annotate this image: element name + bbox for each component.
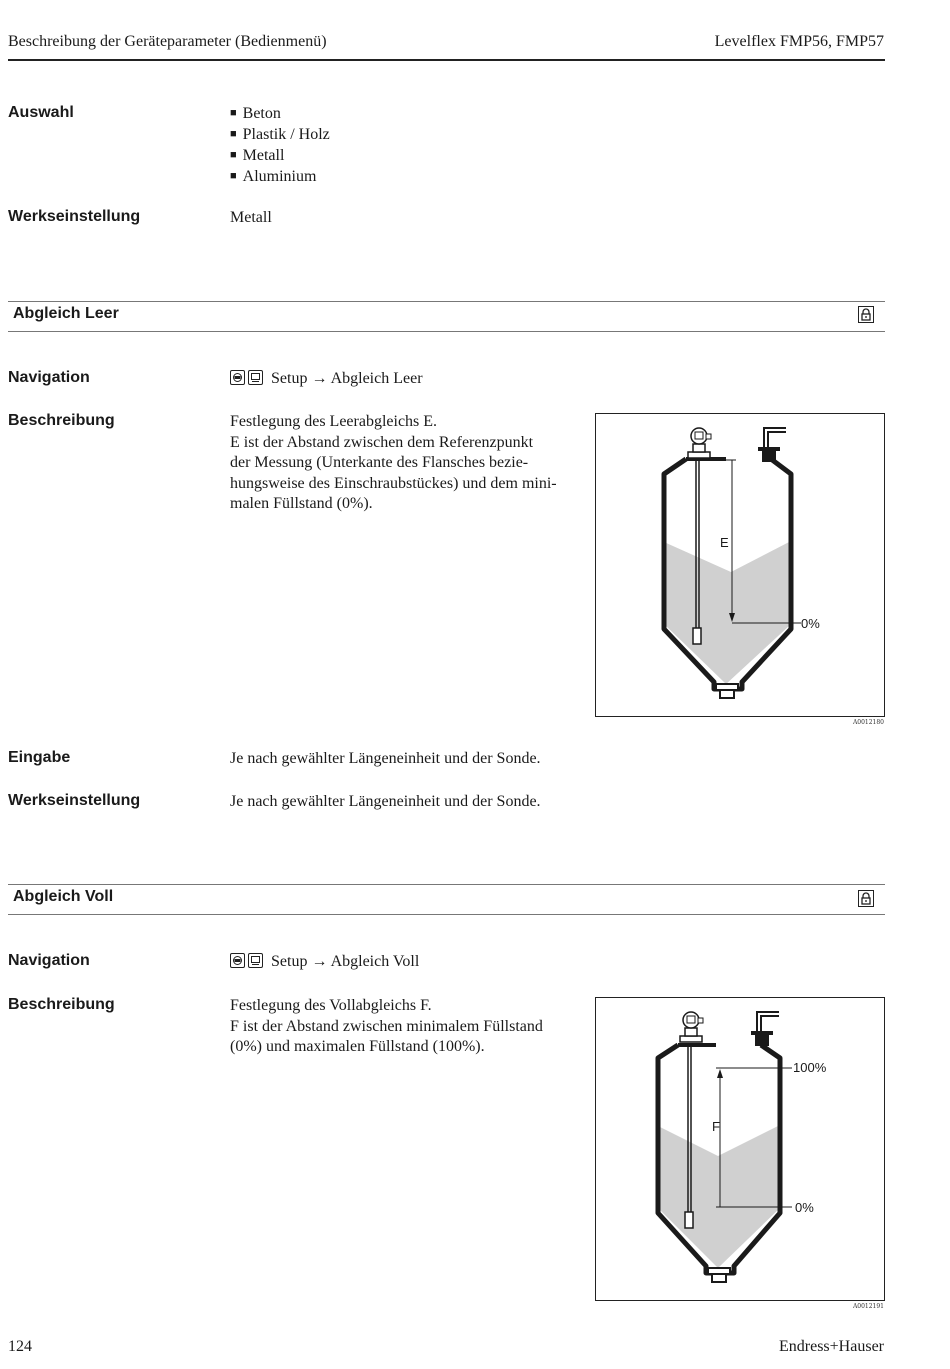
- beschreibung-text: [230, 996, 580, 1058]
- silo-diagram: [596, 998, 884, 1300]
- werkseinstellung-value: Je nach gewählter Längeneinheit und der Sonde.: [230, 793, 541, 810]
- option-item: ■ Beton: [230, 104, 330, 125]
- description-line: E ist der Abstand zwischen dem Referenzpunkt: [230, 433, 534, 451]
- lock-icon: [858, 890, 874, 911]
- werkseinstellung-value: Metall: [230, 209, 272, 226]
- footer-brand: Endress+Hauser: [779, 1338, 884, 1355]
- auswahl-label: Auswahl: [8, 104, 74, 121]
- eingabe-label: Eingabe: [8, 749, 71, 766]
- label-zero-percent: 0%: [801, 616, 820, 631]
- page-number: 124: [8, 1338, 32, 1355]
- section-rule-top: [8, 301, 885, 302]
- navigation-label: Navigation: [8, 952, 90, 969]
- header-rule: [8, 59, 885, 61]
- label-hundred-percent: 100%: [793, 1060, 827, 1075]
- description-line: malen Füllstand (0%).: [230, 495, 373, 513]
- display-mode-icon: [248, 370, 263, 385]
- navigation-path: [230, 953, 419, 971]
- description-line: F ist der Abstand zwischen minimalem Füllstand: [230, 1017, 543, 1035]
- label-zero-percent: 0%: [795, 1200, 814, 1215]
- section-rule-top: [8, 884, 885, 885]
- eingabe-value: Je nach gewählter Längeneinheit und der Sonde.: [230, 750, 541, 767]
- section-rule-bottom: [8, 331, 885, 332]
- description-line: Festlegung des Leerabgleichs E.: [230, 413, 438, 430]
- description-line: (0%) und maximalen Füllstand (100%).: [230, 1038, 485, 1056]
- werkseinstellung-label: Werkseinstellung: [8, 208, 141, 225]
- auswahl-options: [230, 104, 330, 188]
- navigation-path-text: Setup → Abgleich Voll: [271, 953, 420, 970]
- description-line: der Messung (Unterkante des Flansches bezie-: [230, 454, 529, 472]
- option-item: ■ Metall: [230, 146, 330, 167]
- label-f: F: [712, 1119, 720, 1134]
- silo-diagram: [596, 414, 884, 716]
- beschreibung-label: Beschreibung: [8, 996, 115, 1013]
- section-title-abgleich-voll: Abgleich Voll: [13, 888, 114, 905]
- expert-mode-icon: [230, 370, 245, 385]
- silo-figure-empty: [595, 413, 885, 717]
- beschreibung-label: Beschreibung: [8, 412, 115, 429]
- figure-code: A0012191: [852, 1303, 884, 1310]
- running-header-right: Levelflex FMP56, FMP57: [714, 33, 884, 50]
- werkseinstellung-label: Werkseinstellung: [8, 792, 141, 809]
- lock-icon: [858, 306, 874, 327]
- description-line: hungsweise des Einschraubstückes) und dem mini-: [230, 474, 557, 492]
- running-header-left: Beschreibung der Geräteparameter (Bedienmenü): [8, 33, 327, 50]
- figure-code: A0012180: [852, 719, 884, 726]
- beschreibung-text: [230, 412, 580, 515]
- label-e: E: [720, 535, 729, 550]
- navigation-path-text: Setup → Abgleich Leer: [271, 370, 423, 387]
- description-line: Festlegung des Vollabgleichs F.: [230, 997, 432, 1014]
- navigation-label: Navigation: [8, 369, 90, 386]
- section-rule-bottom: [8, 914, 885, 915]
- display-mode-icon: [248, 953, 263, 968]
- option-item: ■ Plastik / Holz: [230, 125, 330, 146]
- section-title-abgleich-leer: Abgleich Leer: [13, 305, 119, 322]
- option-item: ■ Aluminium: [230, 167, 330, 188]
- navigation-path: [230, 370, 423, 388]
- expert-mode-icon: [230, 953, 245, 968]
- silo-figure-full: [595, 997, 885, 1301]
